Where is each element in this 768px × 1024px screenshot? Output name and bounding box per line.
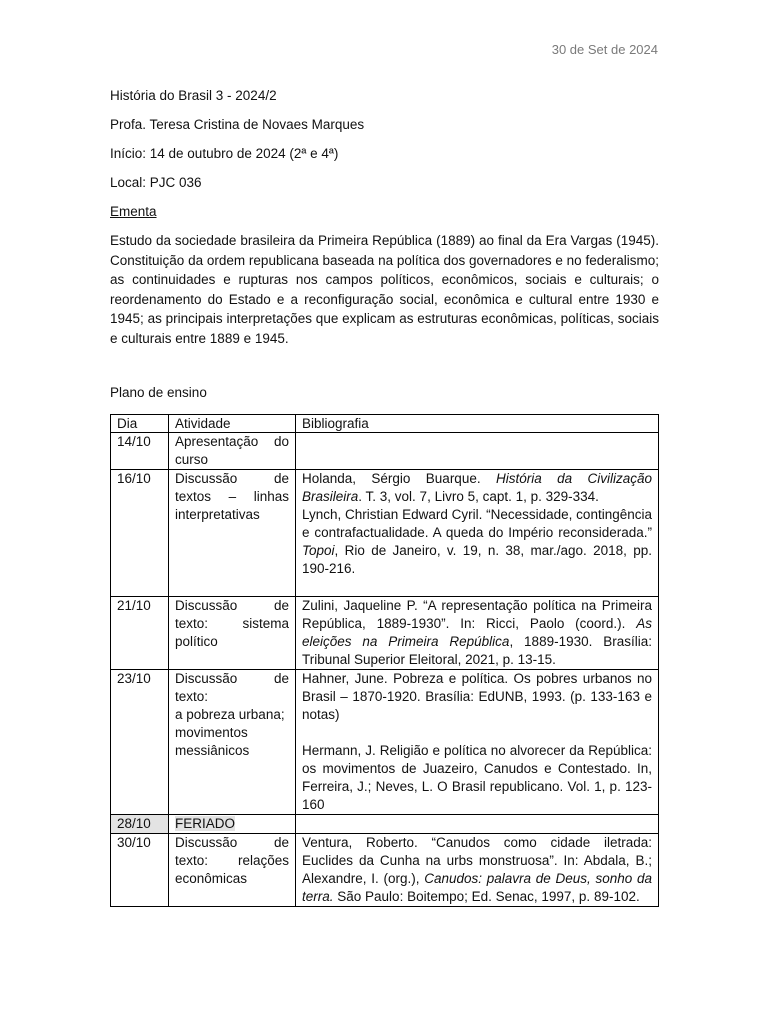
table-row bbox=[111, 670, 659, 815]
course-start: Início: 14 de outubro de 2024 (2ª e 4ª) bbox=[110, 146, 339, 161]
ementa-text: Estudo da sociedade brasileira da Primeira República (1889) ao final da Era Vargas (1945). Constituição da ordem republicana baseada na política dos governadores e no federalismo; as continuidades e rupturas nos campos políticos, econômicos, sociais e culturais; o reordenamento do Estado e a reconfiguração social, econômica e cultural entre 1930 e 1945; as principais interpretações que explicam as estruturas econômicas, políticas, sociais e culturais entre 1889 e 1945. bbox=[110, 233, 659, 346]
reference-item: Hermann, J. Religião e política no alvorecer da República: os movimentos de Juazeiro, Canudos e Contestado. In, Ferreira, J.; Neves, L. O Brasil republicano. Vol. 1, p. 123-160 bbox=[302, 743, 652, 812]
reference-item: Ventura, Roberto. “Canudos como cidade iletrada: Euclides da Cunha na urbs monstruosa”. In: Abdala, B.; Alexandre, I. (org.), Canudos: palavra de Deus, sonho da terra. São Paulo: Boitempo; Ed. Senac, 1997, p. 89-102. bbox=[302, 835, 652, 904]
table-row bbox=[111, 597, 659, 670]
document-date: 30 de Set de 2024 bbox=[551, 42, 658, 57]
column-header-bibliografia: Bibliografia bbox=[296, 415, 659, 433]
reference-item: Holanda, Sérgio Buarque. História da Civilização Brasileira. T. 3, vol. 7, Livro 5, capt. 1, p. 329-334. bbox=[302, 471, 652, 504]
row-dia: 28/10 bbox=[111, 815, 169, 834]
plano-table bbox=[110, 414, 659, 907]
table-row bbox=[111, 470, 659, 597]
course-title: História do Brasil 3 - 2024/2 bbox=[110, 88, 277, 103]
row-bibliografia bbox=[296, 670, 659, 815]
reference-item: Lynch, Christian Edward Cyril. “Necessidade, contingência e contrafactualidade. A queda do Império reconsiderada.” Topoi, Rio de Janeiro, v. 19, n. 38, mar./ago. 2018, pp. 190-216. bbox=[302, 507, 652, 576]
row-atividade: Discussão de textos – linhas interpretativas bbox=[169, 470, 296, 597]
row-atividade: Apresentação do curso bbox=[169, 433, 296, 470]
table-row bbox=[111, 433, 659, 470]
row-atividade bbox=[169, 815, 296, 834]
plano-heading: Plano de ensino bbox=[110, 385, 207, 400]
row-dia: 14/10 bbox=[111, 433, 169, 470]
row-bibliografia bbox=[296, 470, 659, 597]
ementa-heading: Ementa bbox=[110, 204, 157, 219]
holiday-label: FERIADO bbox=[175, 816, 236, 831]
row-bibliografia bbox=[296, 597, 659, 670]
reference-item: Hahner, June. Pobreza e política. Os pobres urbanos no Brasil – 1870-1920. Brasília: EdUNB, 1993. (p. 133-163 e notas) bbox=[302, 671, 652, 722]
table-header-row bbox=[111, 415, 659, 433]
professor-name: Profa. Teresa Cristina de Novaes Marques bbox=[110, 117, 365, 132]
row-atividade: Discussão de texto: a pobreza urbana; movimentos messiânicos bbox=[169, 670, 296, 815]
course-location: Local: PJC 036 bbox=[110, 175, 202, 190]
row-bibliografia bbox=[296, 433, 659, 470]
column-header-dia: Dia bbox=[111, 415, 169, 433]
row-dia: 23/10 bbox=[111, 670, 169, 815]
row-dia: 16/10 bbox=[111, 470, 169, 597]
row-dia: 30/10 bbox=[111, 834, 169, 907]
reference-item: Zulini, Jaqueline P. “A representação política na Primeira República, 1889-1930”. In: Ricci, Paolo (coord.). As eleições na Primeira República, 1889-1930. Brasília: Tribunal Superior Eleitoral, 2021, p. 13-15. bbox=[302, 598, 652, 667]
row-bibliografia bbox=[296, 834, 659, 907]
table-row bbox=[111, 815, 659, 834]
row-atividade: Discussão de texto: relações econômicas bbox=[169, 834, 296, 907]
row-dia: 21/10 bbox=[111, 597, 169, 670]
table-row bbox=[111, 834, 659, 907]
column-header-atividade: Atividade bbox=[169, 415, 296, 433]
row-atividade: Discussão de texto: sistema político bbox=[169, 597, 296, 670]
row-bibliografia bbox=[296, 815, 659, 834]
